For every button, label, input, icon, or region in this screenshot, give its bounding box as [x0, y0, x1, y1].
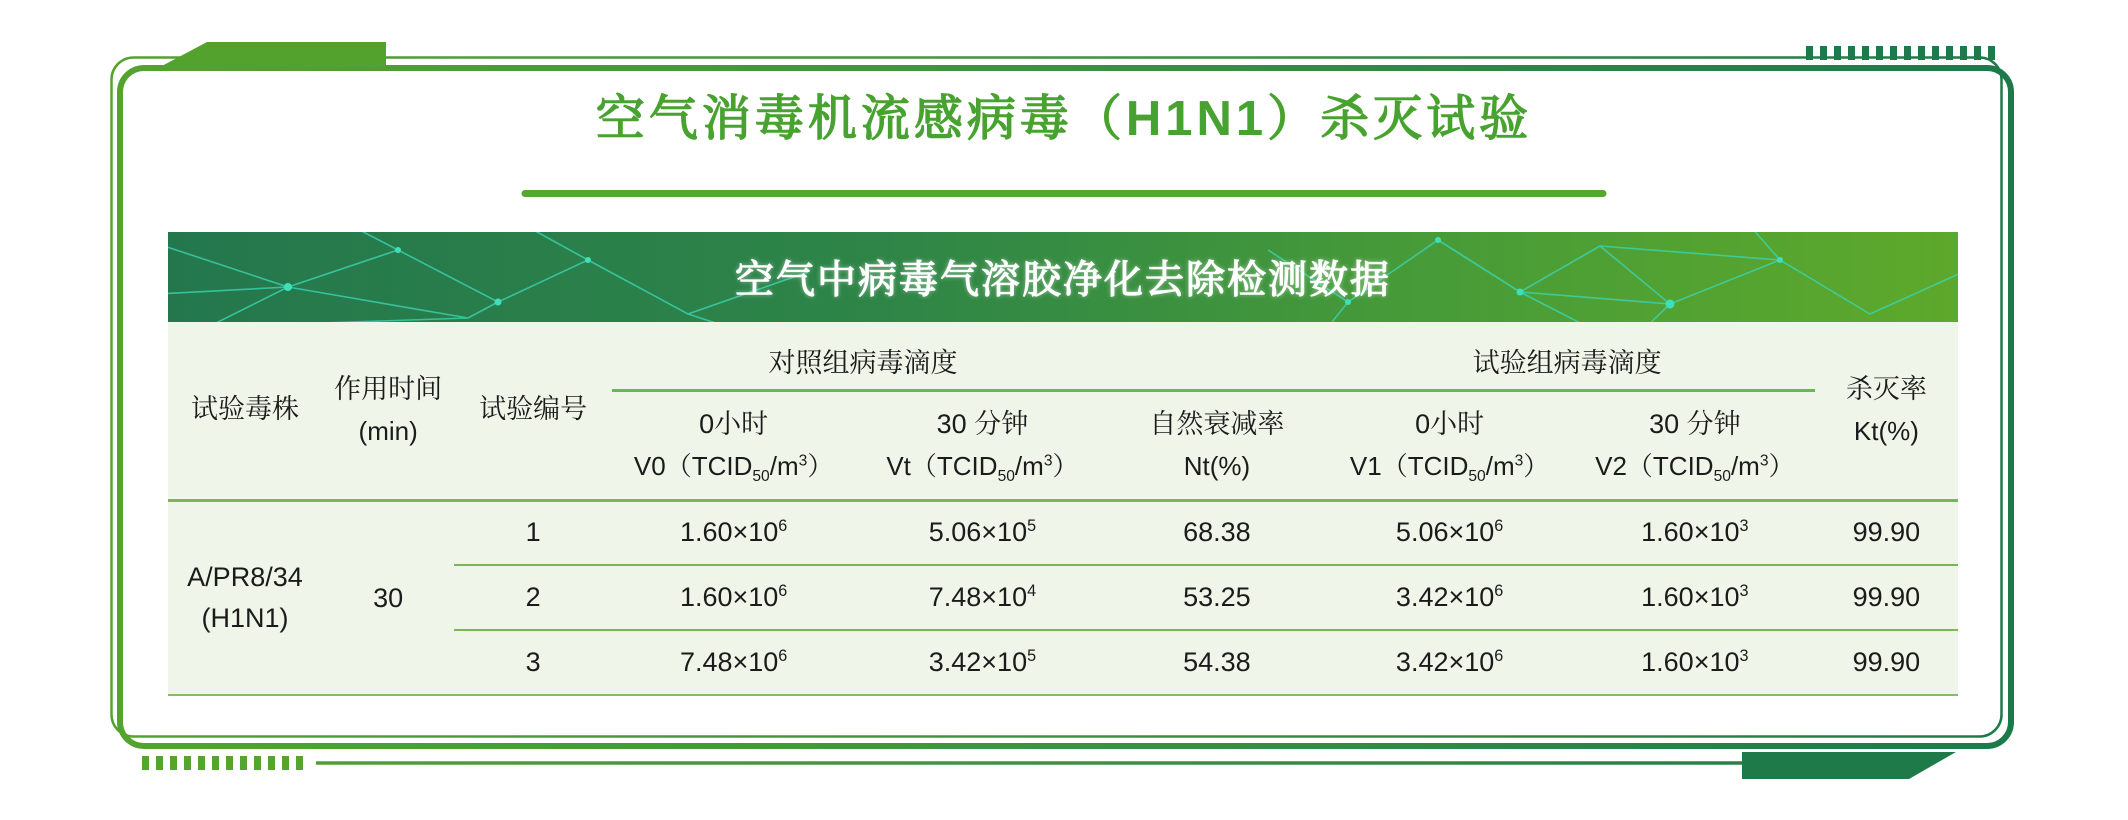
subheader-vt [855, 390, 1109, 500]
subheader-v1-time: 0小时 [1415, 408, 1485, 439]
cell-action-time: 30 [373, 582, 404, 613]
title-underline [522, 190, 1607, 197]
page-title: 空气消毒机流感病毒（H1N1）杀灭试验 [595, 92, 1533, 146]
header-group-span [612, 322, 1815, 390]
cell-v0: $7.48\times 10^6$ [679, 647, 788, 677]
cell-test-no: 3 [525, 647, 541, 677]
cell-vt: $5.06\times 10^5$ [928, 517, 1037, 548]
cell-vt: $3.42\times 10^5$ [928, 647, 1037, 677]
subheader-v2-time: 30 分钟 [1649, 408, 1741, 439]
cell-v0: $1.60\times 10^6$ [679, 517, 788, 548]
header-strain: 试验毒株 [190, 394, 299, 425]
cell-kt: 99.90 [1852, 582, 1921, 612]
subheader-v0 [612, 390, 855, 500]
cell-test-no: 1 [525, 517, 541, 548]
header-kill-rate [1815, 322, 1958, 500]
subheader-natural-decay-label: 自然衰减率 [1149, 408, 1285, 439]
data-table [168, 322, 1958, 696]
header-kill-rate-line1: 杀灭率 [1845, 374, 1927, 405]
cell-v2: $1.60\times 10^3$ [1641, 582, 1749, 612]
cell-nt: 53.25 [1183, 582, 1251, 612]
header-action-time [322, 322, 454, 500]
header-test-group: 试验组病毒滴度 [1472, 347, 1662, 378]
banner [168, 232, 1958, 322]
header-action-time-line2: (min) [358, 416, 418, 447]
header-test-no: 试验编号 [479, 394, 588, 425]
subheader-vt-formula: $Vt(TCID_{50}/m^3)$ [886, 450, 1079, 485]
cell-v2: $1.60\times 10^3$ [1641, 517, 1749, 548]
header-kill-rate-line2: Kt(%) [1853, 416, 1919, 447]
subheader-v0-formula: $V0(TCID_{50}/m^3)$ [633, 450, 834, 485]
cell-v1: $5.06\times 10^6$ [1395, 517, 1504, 548]
subheader-v1-formula: $V1(TCID_{50}/m^3)$ [1349, 450, 1550, 485]
frame-bottom-right-tab [1742, 752, 1956, 779]
cell-v1: $3.42\times 10^6$ [1395, 582, 1504, 612]
banner-title: 空气中病毒气溶胶净化去除检测数据 [734, 259, 1391, 302]
subheader-v2-formula: $V2(TCID_{50}/m^3)$ [1595, 450, 1795, 485]
cell-strain-line2: (H1N1) [201, 602, 289, 633]
cell-v0: $1.60\times 10^6$ [679, 582, 788, 612]
subheader-natural-decay [1110, 390, 1325, 500]
subheader-v1 [1324, 390, 1575, 500]
subheader-v0-time: 0小时 [699, 408, 769, 439]
subheader-vt-time: 30 分钟 [936, 408, 1029, 439]
cell-strain-line1: A/PR8/34 [187, 562, 303, 593]
frame-top-left-tab [160, 42, 386, 67]
cell-v2: $1.60\times 10^3$ [1641, 647, 1749, 677]
cell-nt: 54.38 [1183, 647, 1251, 677]
cell-test-no: 2 [525, 582, 541, 612]
cell-nt: 68.38 [1183, 517, 1251, 548]
cell-kt: 99.90 [1852, 517, 1921, 548]
table-row [168, 500, 1958, 565]
cell-vt: $7.48\times 10^4$ [928, 582, 1037, 612]
table-wrap [168, 322, 1958, 696]
header-control-group: 对照组病毒滴度 [768, 347, 958, 378]
header-action-time-line1: 作用时间 [334, 374, 443, 405]
cell-kt: 99.90 [1852, 647, 1921, 677]
cell-strain [168, 500, 322, 695]
subheader-natural-decay-formula: Nt(%) [1183, 450, 1251, 481]
subheader-v2 [1575, 390, 1815, 500]
cell-v1: $3.42\times 10^6$ [1395, 647, 1504, 677]
